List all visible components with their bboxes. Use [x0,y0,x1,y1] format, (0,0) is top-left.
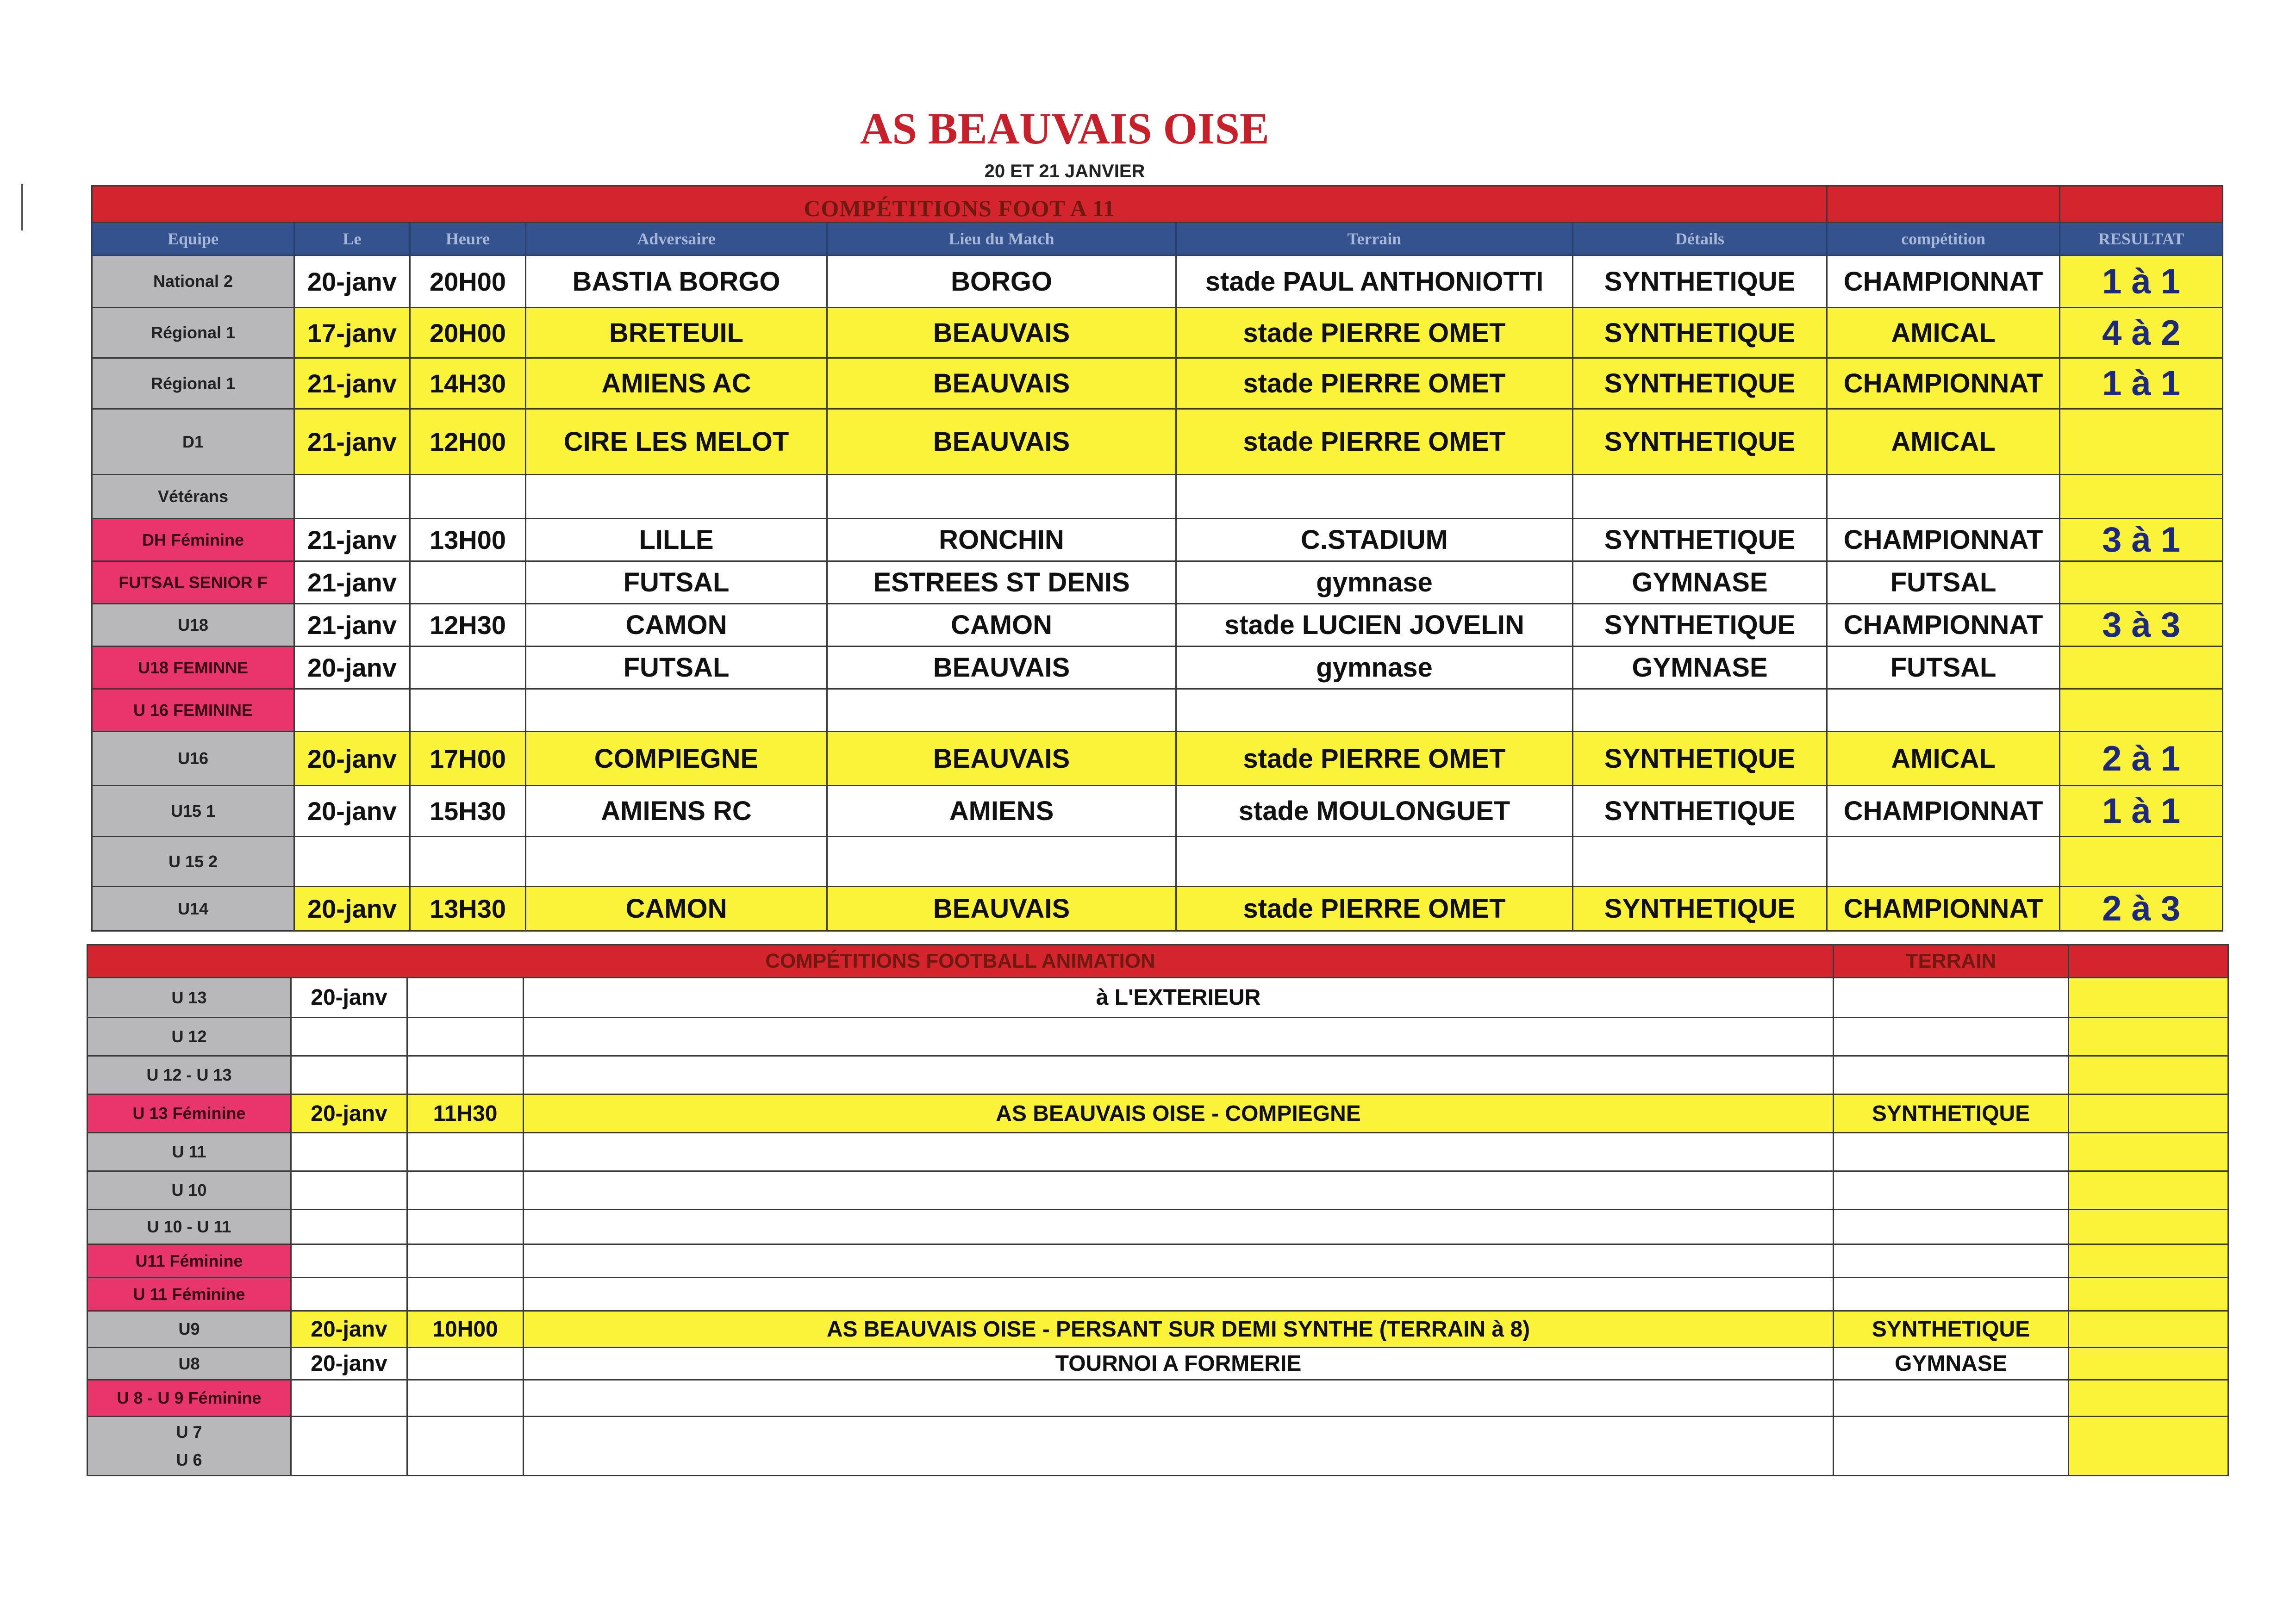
equipe-cell: D1 [92,409,294,475]
details-cell [1573,475,1827,519]
terrain-cell [1834,978,2069,1018]
terrain-cell [1834,1244,2069,1278]
match-cell [524,1417,1834,1476]
adversaire-cell: CIRE LES MELOT [526,409,827,475]
equipe-cell: FUTSAL SENIOR F [92,561,294,604]
details-cell: SYNTHETIQUE [1573,308,1827,358]
terrain-cell: gymnase [1176,647,1573,689]
heure-cell [407,1348,524,1380]
page-subtitle: 20 ET 21 JANVIER [984,161,1145,181]
equipe-cell: U 11 Féminine [87,1278,291,1311]
heure-cell [407,1380,524,1417]
equipe-cell: U 10 - U 11 [87,1210,291,1244]
equipe-cell: U8 [87,1348,291,1380]
header-details: Détails [1573,223,1827,255]
equipe-label: U 7 [176,1422,202,1442]
match-cell [524,1133,1834,1171]
equipe-cell: U16 [92,732,294,786]
date-cell [291,1133,407,1171]
equipe-cell: U 8 - U 9 Féminine [87,1380,291,1417]
table-row [87,1056,2228,1094]
table-row [92,604,2223,647]
equipe-cell: National 2 [92,255,294,308]
heure-cell: 20H00 [410,308,526,358]
date-cell: 20-janv [294,786,410,837]
date-cell [291,1380,407,1417]
table-row [87,978,2228,1018]
heure-cell [410,475,526,519]
terrain-cell [1176,689,1573,732]
terrain-cell [1834,1171,2069,1210]
resultat-cell: 2 à 3 [2060,887,2223,931]
header-equipe: Equipe [92,223,294,255]
table-row [92,255,2223,308]
competition-cell: CHAMPIONNAT [1827,786,2060,837]
resultat-cell [2069,1417,2228,1476]
adversaire-cell: LILLE [526,519,827,561]
match-cell: AS BEAUVAIS OISE - COMPIEGNE [524,1094,1834,1133]
heure-cell: 13H00 [410,519,526,561]
date-cell [294,837,410,887]
match-cell [524,1171,1834,1210]
equipe-cell [87,1417,291,1476]
table-row [87,1094,2228,1133]
details-cell: SYNTHETIQUE [1573,409,1827,475]
resultat-cell: 3 à 3 [2060,604,2223,647]
lieu-cell: ESTREES ST DENIS [827,561,1176,604]
date-cell: 20-janv [294,732,410,786]
terrain-cell: stade MOULONGUET [1176,786,1573,837]
match-cell: TOURNOI A FORMERIE [524,1348,1834,1380]
equipe-cell: U 13 Féminine [87,1094,291,1133]
table-row [87,1171,2228,1210]
section-title-animation: COMPÉTITIONS FOOTBALL ANIMATION [87,945,1834,978]
table-row [92,887,2223,931]
heure-cell: 10H00 [407,1311,524,1348]
terrain-cell [1834,1278,2069,1311]
heure-cell: 14H30 [410,358,526,409]
heure-cell: 12H00 [410,409,526,475]
resultat-cell [2069,1348,2228,1380]
equipe-cell: U9 [87,1311,291,1348]
competition-cell: AMICAL [1827,732,2060,786]
resultat-cell: 1 à 1 [2060,255,2223,308]
equipe-cell: U18 [92,604,294,647]
resultat-cell [2060,475,2223,519]
details-cell: SYNTHETIQUE [1573,519,1827,561]
competition-cell [1827,475,2060,519]
resultat-cell [2060,689,2223,732]
equipe-cell: Régional 1 [92,358,294,409]
lieu-cell [827,689,1176,732]
heure-cell [410,561,526,604]
match-cell [524,1244,1834,1278]
resultat-cell [2069,1278,2228,1311]
heure-cell: 17H00 [410,732,526,786]
lieu-cell: BEAUVAIS [827,409,1176,475]
lieu-cell: BEAUVAIS [827,732,1176,786]
heure-cell [407,1018,524,1056]
heure-cell [407,1171,524,1210]
date-cell: 20-janv [291,1094,407,1133]
resultat-cell [2069,1311,2228,1348]
competition-cell: AMICAL [1827,409,2060,475]
table-row [92,475,2223,519]
terrain-cell [1834,1380,2069,1417]
date-cell: 21-janv [294,519,410,561]
table-header-row [92,223,2223,255]
band-cell [2060,186,2223,223]
equipe-cell: U11 Féminine [87,1244,291,1278]
band-cell [2069,945,2228,978]
foot-a-11-table [91,185,2223,932]
adversaire-cell: FUTSAL [526,561,827,604]
terrain-cell: stade PIERRE OMET [1176,887,1573,931]
equipe-cell: Régional 1 [92,308,294,358]
equipe-cell: U18 FEMINNE [92,647,294,689]
terrain-cell: gymnase [1176,561,1573,604]
adversaire-cell: AMIENS RC [526,786,827,837]
terrain-cell: stade PIERRE OMET [1176,308,1573,358]
date-cell [291,1018,407,1056]
lieu-cell: BEAUVAIS [827,358,1176,409]
adversaire-cell: COMPIEGNE [526,732,827,786]
date-cell: 17-janv [294,308,410,358]
heure-cell [410,837,526,887]
equipe-cell: U 15 2 [92,837,294,887]
heure-cell: 13H30 [410,887,526,931]
equipe-cell: U 10 [87,1171,291,1210]
band-cell [1827,186,2060,223]
resultat-cell: 1 à 1 [2060,786,2223,837]
adversaire-cell [526,837,827,887]
scan-mark [21,184,23,230]
adversaire-cell: CAMON [526,604,827,647]
terrain-cell: C.STADIUM [1176,519,1573,561]
equipe-cell: U14 [92,887,294,931]
match-cell [524,1380,1834,1417]
table-row [87,1244,2228,1278]
heure-cell: 11H30 [407,1094,524,1133]
lieu-cell [827,837,1176,887]
resultat-cell [2060,409,2223,475]
lieu-cell: AMIENS [827,786,1176,837]
table-row [87,1210,2228,1244]
table-row [92,561,2223,604]
equipe-cell: Vétérans [92,475,294,519]
terrain-cell: stade PIERRE OMET [1176,358,1573,409]
resultat-cell [2069,978,2228,1018]
equipe-cell: DH Féminine [92,519,294,561]
page-title: AS BEAUVAIS OISE [860,104,1269,153]
heure-cell [407,1056,524,1094]
competition-cell [1827,689,2060,732]
heure-cell [407,978,524,1018]
date-cell: 20-janv [291,1348,407,1380]
table-row [92,786,2223,837]
heure-cell [407,1244,524,1278]
equipe-cell: U 13 [87,978,291,1018]
match-cell: à L'EXTERIEUR [524,978,1834,1018]
table-row [87,1311,2228,1348]
lieu-cell [827,475,1176,519]
equipe-label: U 6 [176,1450,202,1469]
details-cell: GYMNASE [1573,647,1827,689]
header-heure: Heure [410,223,526,255]
table-row [92,409,2223,475]
heure-cell: 20H00 [410,255,526,308]
details-cell [1573,837,1827,887]
details-cell: SYNTHETIQUE [1573,887,1827,931]
heure-cell [410,689,526,732]
details-cell: GYMNASE [1573,561,1827,604]
heure-cell [407,1133,524,1171]
match-cell [524,1278,1834,1311]
date-cell: 21-janv [294,561,410,604]
details-cell [1573,689,1827,732]
match-cell [524,1056,1834,1094]
competition-cell: CHAMPIONNAT [1827,887,2060,931]
adversaire-cell [526,689,827,732]
header-competition: compétition [1827,223,2060,255]
competition-cell: CHAMPIONNAT [1827,358,2060,409]
table-row [92,732,2223,786]
table-row [87,1380,2228,1417]
terrain-cell [1834,1417,2069,1476]
resultat-cell [2069,1171,2228,1210]
resultat-cell [2069,1244,2228,1278]
match-cell [524,1018,1834,1056]
terrain-cell: stade PIERRE OMET [1176,409,1573,475]
table-row [92,689,2223,732]
terrain-cell [1834,1210,2069,1244]
resultat-cell [2060,561,2223,604]
section-title-foot-a-11: COMPÉTITIONS FOOT A 11 [92,186,1827,223]
table-row [92,647,2223,689]
resultat-cell [2069,1133,2228,1171]
adversaire-cell: BASTIA BORGO [526,255,827,308]
competition-cell: CHAMPIONNAT [1827,519,2060,561]
resultat-cell [2060,837,2223,887]
date-cell: 21-janv [294,604,410,647]
terrain-cell [1834,1056,2069,1094]
terrain-cell [1176,837,1573,887]
resultat-cell [2069,1210,2228,1244]
date-cell [294,689,410,732]
date-cell: 21-janv [294,358,410,409]
table-row [87,1348,2228,1380]
table-row [92,358,2223,409]
header-terrain: Terrain [1176,223,1573,255]
match-cell [524,1210,1834,1244]
resultat-cell [2069,1018,2228,1056]
competition-cell: CHAMPIONNAT [1827,604,2060,647]
heure-cell [407,1210,524,1244]
competition-cell: FUTSAL [1827,561,2060,604]
resultat-cell: 2 à 1 [2060,732,2223,786]
resultat-cell: 4 à 2 [2060,308,2223,358]
details-cell: SYNTHETIQUE [1573,358,1827,409]
terrain-cell: SYNTHETIQUE [1834,1094,2069,1133]
section-terrain-label: TERRAIN [1834,945,2069,978]
lieu-cell: BEAUVAIS [827,308,1176,358]
date-cell [291,1278,407,1311]
match-cell: AS BEAUVAIS OISE - PERSANT SUR DEMI SYNTHE (TERRAIN à 8) [524,1311,1834,1348]
adversaire-cell [526,475,827,519]
date-cell: 20-janv [294,887,410,931]
table-row [92,519,2223,561]
date-cell [294,475,410,519]
resultat-cell [2069,1380,2228,1417]
equipe-cell: U 16 FEMININE [92,689,294,732]
date-cell: 20-janv [294,255,410,308]
equipe-cell: U15 1 [92,786,294,837]
date-cell: 20-janv [291,1311,407,1348]
date-cell: 20-janv [294,647,410,689]
competition-cell [1827,837,2060,887]
terrain-cell: stade LUCIEN JOVELIN [1176,604,1573,647]
resultat-cell: 3 à 1 [2060,519,2223,561]
date-cell [291,1417,407,1476]
terrain-cell [1176,475,1573,519]
competition-cell: AMICAL [1827,308,2060,358]
table-row [87,1018,2228,1056]
resultat-cell [2060,647,2223,689]
heure-cell [410,647,526,689]
adversaire-cell: BRETEUIL [526,308,827,358]
details-cell: SYNTHETIQUE [1573,786,1827,837]
resultat-cell [2069,1094,2228,1133]
adversaire-cell: AMIENS AC [526,358,827,409]
date-cell [291,1056,407,1094]
terrain-cell: stade PAUL ANTHONIOTTI [1176,255,1573,308]
equipe-cell: U 12 [87,1018,291,1056]
equipe-cell: U 12 - U 13 [87,1056,291,1094]
adversaire-cell: CAMON [526,887,827,931]
adversaire-cell: FUTSAL [526,647,827,689]
details-cell: SYNTHETIQUE [1573,732,1827,786]
terrain-cell: GYMNASE [1834,1348,2069,1380]
header-adversaire: Adversaire [526,223,827,255]
details-cell: SYNTHETIQUE [1573,255,1827,308]
lieu-cell: CAMON [827,604,1176,647]
table-row [87,1133,2228,1171]
header-le: Le [294,223,410,255]
date-cell: 21-janv [294,409,410,475]
date-cell [291,1244,407,1278]
date-cell: 20-janv [291,978,407,1018]
terrain-cell: stade PIERRE OMET [1176,732,1573,786]
table-row [87,1278,2228,1311]
lieu-cell: RONCHIN [827,519,1176,561]
table-row [92,837,2223,887]
header-lieu: Lieu du Match [827,223,1176,255]
lieu-cell: BEAUVAIS [827,647,1176,689]
heure-cell [407,1417,524,1476]
table-row [87,1417,2228,1476]
heure-cell: 15H30 [410,786,526,837]
date-cell [291,1210,407,1244]
heure-cell [407,1278,524,1311]
competition-cell: CHAMPIONNAT [1827,255,2060,308]
terrain-cell: SYNTHETIQUE [1834,1311,2069,1348]
terrain-cell [1834,1133,2069,1171]
resultat-cell [2069,1056,2228,1094]
resultat-cell: 1 à 1 [2060,358,2223,409]
date-cell [291,1171,407,1210]
heure-cell: 12H30 [410,604,526,647]
lieu-cell: BEAUVAIS [827,887,1176,931]
details-cell: SYNTHETIQUE [1573,604,1827,647]
lieu-cell: BORGO [827,255,1176,308]
terrain-cell [1834,1018,2069,1056]
competition-cell: FUTSAL [1827,647,2060,689]
equipe-cell: U 11 [87,1133,291,1171]
football-animation-table [87,944,2229,1476]
table-row [92,308,2223,358]
header-resultat: RESULTAT [2060,223,2223,255]
